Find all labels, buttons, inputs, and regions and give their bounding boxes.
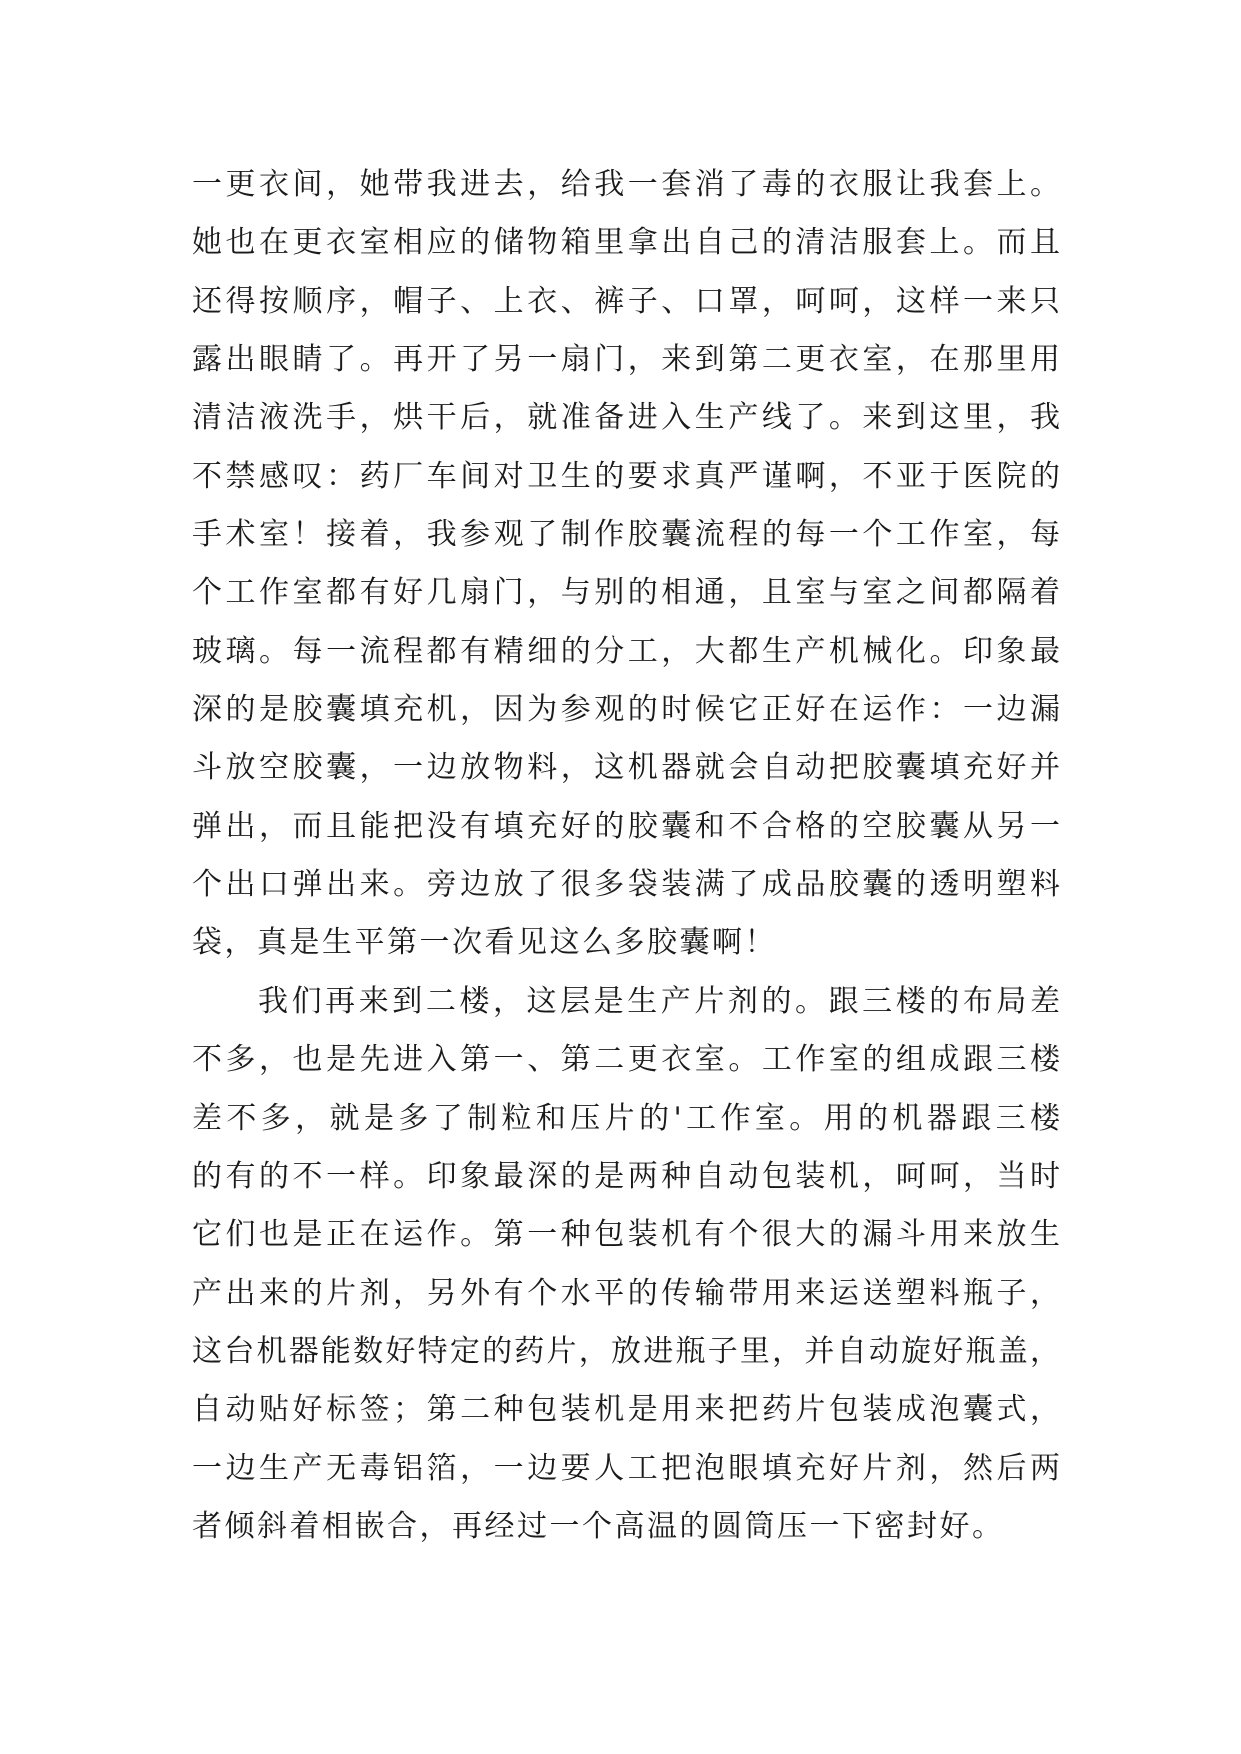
text-line: 还得按顺序，帽子、上衣、裤子、口罩，呵呵，这样一来只	[192, 283, 1060, 319]
text-line: 我们再来到二楼，这层是生产片剂的。跟三楼的布局差	[258, 983, 1060, 1019]
text-line: 差不多，就是多了制粒和压片的'工作室。用的机器跟三楼	[192, 1100, 1060, 1136]
text-line: 这台机器能数好特定的药片，放进瓶子里，并自动旋好瓶盖，	[192, 1333, 1060, 1369]
paragraph	[192, 973, 1060, 1556]
text-line: 袋，真是生平第一次看见这么多胶囊啊！	[192, 925, 777, 961]
text-line: 者倾斜着相嵌合，再经过一个高温的圆筒压一下密封好。	[192, 1508, 1005, 1544]
text-line: 一边生产无毒铝箔，一边要人工把泡眼填充好片剂，然后两	[192, 1450, 1060, 1486]
text-line: 手术室！接着，我参观了制作胶囊流程的每一个工作室，每	[192, 517, 1060, 553]
text-line: 深的是胶囊填充机，因为参观的时候它正好在运作：一边漏	[192, 692, 1060, 728]
text-line: 个工作室都有好几扇门，与别的相通，且室与室之间都隔着	[192, 575, 1060, 611]
text-line: 的有的不一样。印象最深的是两种自动包装机，呵呵，当时	[192, 1158, 1060, 1194]
document-body	[192, 156, 1060, 1556]
text-line: 斗放空胶囊，一边放物料，这机器就会自动把胶囊填充好并	[192, 750, 1060, 786]
text-line: 弹出，而且能把没有填充好的胶囊和不合格的空胶囊从另一	[192, 808, 1060, 844]
text-line: 一更衣间，她带我进去，给我一套消了毒的衣服让我套上。	[192, 167, 1060, 202]
text-line: 个出口弹出来。旁边放了很多袋装满了成品胶囊的透明塑料	[192, 867, 1060, 903]
text-line: 不禁感叹：药厂车间对卫生的要求真严谨啊，不亚于医院的	[192, 458, 1060, 494]
text-line: 清洁液洗手，烘干后，就准备进入生产线了。来到这里，我	[192, 400, 1060, 436]
text-line: 露出眼睛了。再开了另一扇门，来到第二更衣室，在那里用	[192, 342, 1060, 378]
text-line: 她也在更衣室相应的储物箱里拿出自己的清洁服套上。而且	[192, 225, 1060, 261]
text-line: 自动贴好标签；第二种包装机是用来把药片包装成泡囊式，	[192, 1392, 1060, 1428]
text-line: 玻璃。每一流程都有精细的分工，大都生产机械化。印象最	[192, 633, 1060, 669]
text-line: 不多，也是先进入第一、第二更衣室。工作室的组成跟三楼	[192, 1042, 1060, 1078]
text-line: 产出来的片剂，另外有个水平的传输带用来运送塑料瓶子，	[192, 1275, 1060, 1311]
text-line: 它们也是正在运作。第一种包装机有个很大的漏斗用来放生	[192, 1217, 1060, 1253]
paragraph	[192, 156, 1060, 973]
